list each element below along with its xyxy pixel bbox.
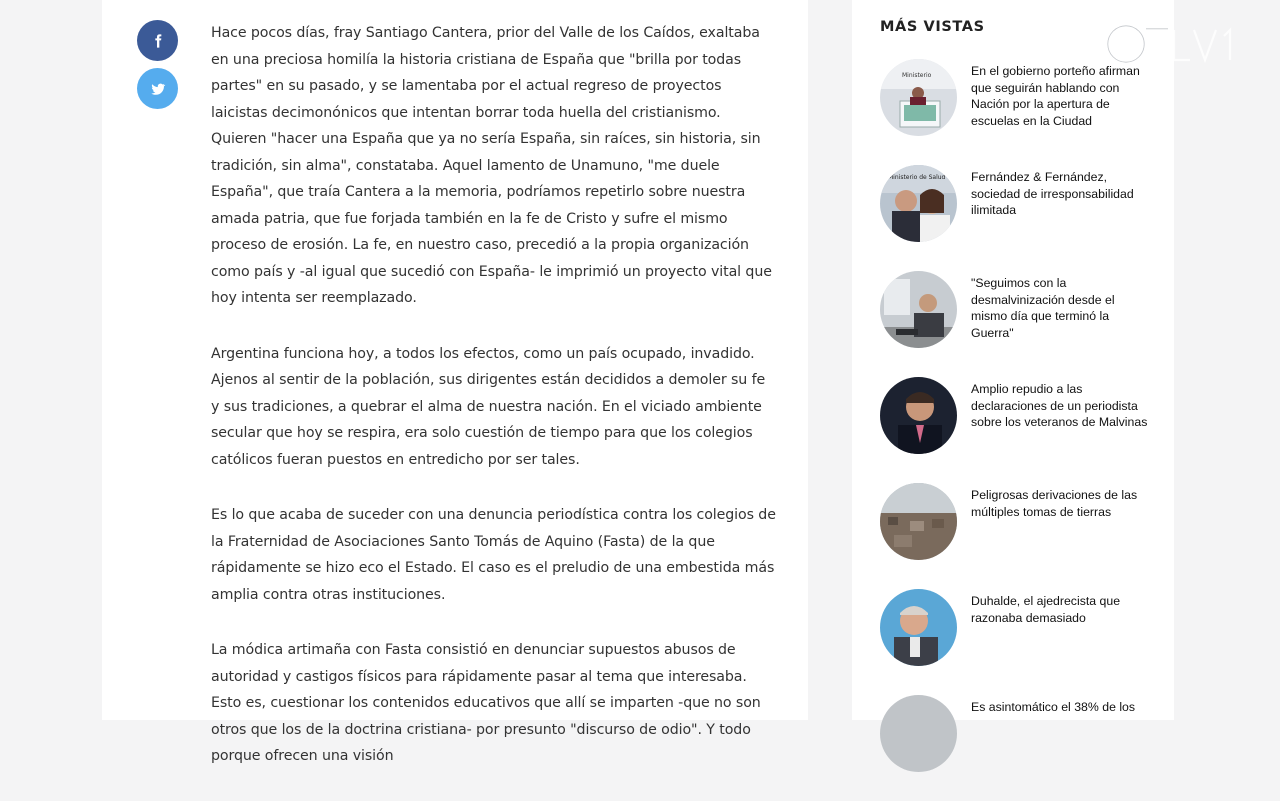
news-thumbnail[interactable]	[880, 483, 957, 560]
news-thumbnail[interactable]	[880, 695, 957, 772]
news-thumbnail[interactable]	[880, 589, 957, 666]
tlv1-logo	[1106, 22, 1240, 68]
list-item[interactable]	[880, 483, 1170, 589]
twitter-icon	[150, 81, 166, 97]
news-thumbnail[interactable]	[880, 271, 957, 348]
news-thumbnail[interactable]	[880, 59, 957, 136]
news-title[interactable]: Duhalde, el ajedrecista que razonaba demasiado	[971, 594, 1121, 625]
facebook-icon	[150, 33, 166, 49]
svg-text:Ministerio de Salud: Ministerio de Salud	[888, 174, 946, 181]
news-title[interactable]: En el gobierno porteño afirman que seguirán hablando con Nación por la apertura de escuelas en la Ciudad	[971, 64, 1140, 129]
twitter-share-button[interactable]	[137, 68, 178, 109]
article-body	[211, 20, 777, 799]
news-title[interactable]: Fernández & Fernández, sociedad de irresponsabilidad ilimitada	[971, 170, 1134, 218]
article-paragraph: Es lo que acaba de suceder con una denuncia periodística contra los colegios de la Fraternidad de Asociaciones Santo Tomás de Aquino (Fasta) de la que rápidamente se hizo eco el Estado. El caso es el preludio de una embestida más amplia contra otras instituciones.	[211, 507, 776, 603]
news-title[interactable]: Amplio repudio a las declaraciones de un periodista sobre los veteranos de Malvinas	[971, 382, 1148, 430]
article-paragraph: La módica artimaña con Fasta consistió en denunciar supuestos abusos de autoridad y castigos físicos para rápidamente pasar al tema que interesaba. Esto es, cuestionar los contenidos educativos que allí se imparten -que no son otros que los de la doctrina cristiana- por presunto "discurso de odio". Y todo porque ofrecen una visión	[211, 642, 761, 764]
news-title[interactable]: "Seguimos con la desmalvinización desde el mismo día que terminó la Guerra"	[971, 276, 1115, 341]
list-item[interactable]	[880, 59, 1170, 165]
news-thumbnail[interactable]	[880, 165, 957, 242]
list-item[interactable]	[880, 271, 1170, 377]
article-paragraph: Hace pocos días, fray Santiago Cantera, prior del Valle de los Caídos, exaltaba en una preciosa homilía la historia cristiana de España que "brilla por todas partes" en su pasado, y se lamentaba por el actual regreso de proyectos laicistas decimonónicos que intentan borrar toda huella del cristianismo. Quieren "hacer una España que ya no sería España, sin raíces, sin historia, sin tradición, sin alma", constataba. Aquel lamento de Unamuno, "me duele España", que traía Cantera a la memoria, podríamos repetirlo sobre nuestra amada patria, que fue forjada también en la fe de Cristo y sufre el mismo proceso de erosión. La fe, en nuestro caso, precedió a la propia organización como país y -al igual que sucedió con España- le imprimió un proyecto vital que hoy intenta ser reemplazado.	[211, 25, 772, 306]
news-title[interactable]: Es asintomático el 38% de los	[971, 700, 1136, 714]
article-paragraph: Argentina funciona hoy, a todos los efectos, como un país ocupado, invadido. Ajenos al sentir de la población, sus dirigentes están decididos a demoler su fe y sus tradiciones, a quebrar el alma de nuestra nación. En el viciado ambiente secular que hoy se respira, era solo cuestión de tiempo para que los colegios católicos fueran puestos en entredicho por ser tales.	[211, 345, 766, 468]
list-item[interactable]	[880, 165, 1170, 271]
news-thumbnail[interactable]	[880, 377, 957, 454]
svg-text:Ministerio: Ministerio	[902, 72, 932, 79]
news-title[interactable]: Peligrosas derivaciones de las múltiples tomas de tierras	[971, 488, 1138, 519]
facebook-share-button[interactable]	[137, 20, 178, 61]
sidebar-title: MÁS VISTAS	[880, 19, 985, 35]
list-item[interactable]	[880, 589, 1170, 695]
list-item[interactable]	[880, 695, 1170, 801]
most-viewed-list	[880, 59, 1170, 801]
list-item[interactable]	[880, 377, 1170, 483]
